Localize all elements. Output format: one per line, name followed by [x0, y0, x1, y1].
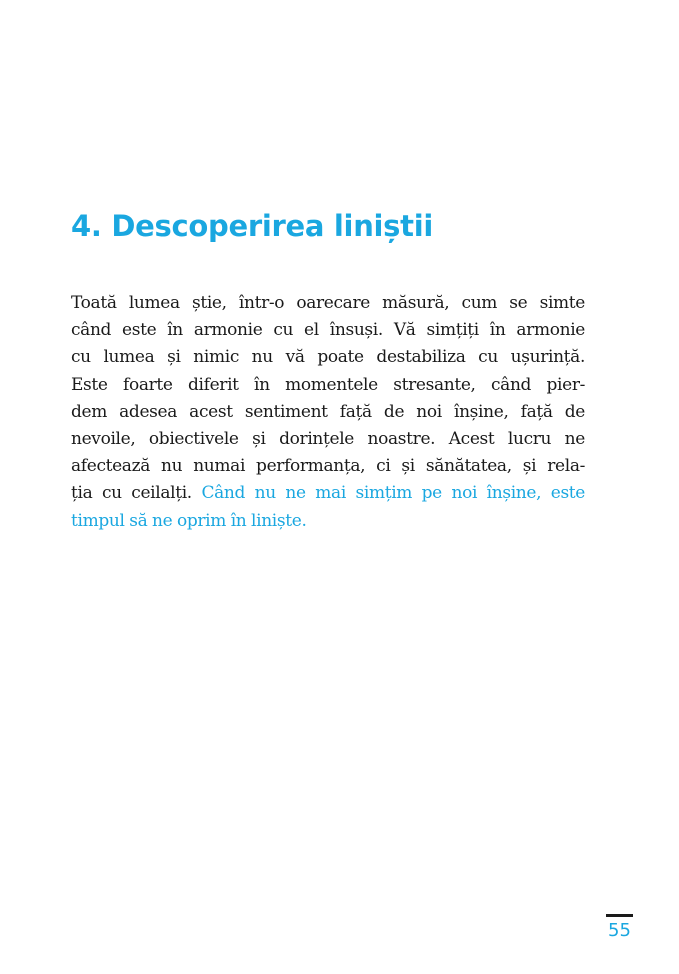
page-number-rule — [606, 914, 633, 917]
highlighted-sentence: Când nu ne mai simțim pe noi înșine, este — [201, 483, 586, 504]
chapter-title: 4. Descoperirea liniștii — [71, 209, 433, 243]
paragraph-line-mixed — [71, 480, 585, 507]
paragraph-line: Este foarte diferit în momentele stresante, când pier- — [71, 374, 585, 395]
paragraph-line: Toată lumea știe, într-o oarecare măsură, cum se simte — [71, 293, 585, 313]
page-number: 55 — [608, 920, 631, 941]
paragraph-line: nevoile, obiectivele și dorințele noastre. Acest lucru ne — [71, 429, 585, 450]
paragraph-text: ția cu ceilalți. — [71, 483, 192, 504]
paragraph-line: dem adesea acest sentiment față de noi înșine, față de — [71, 401, 585, 422]
paragraph-line: afectează nu numai performanța, ci și sănătatea, și rela- — [71, 456, 585, 477]
paragraph-line: când este în armonie cu el însuși. Vă simțiți în armonie — [71, 320, 585, 341]
body-paragraph — [71, 290, 585, 535]
paragraph-line: cu lumea și nimic nu vă poate destabiliza cu ușurință. — [71, 347, 585, 368]
highlighted-sentence-end: timpul să ne oprim în liniște. — [71, 510, 307, 531]
